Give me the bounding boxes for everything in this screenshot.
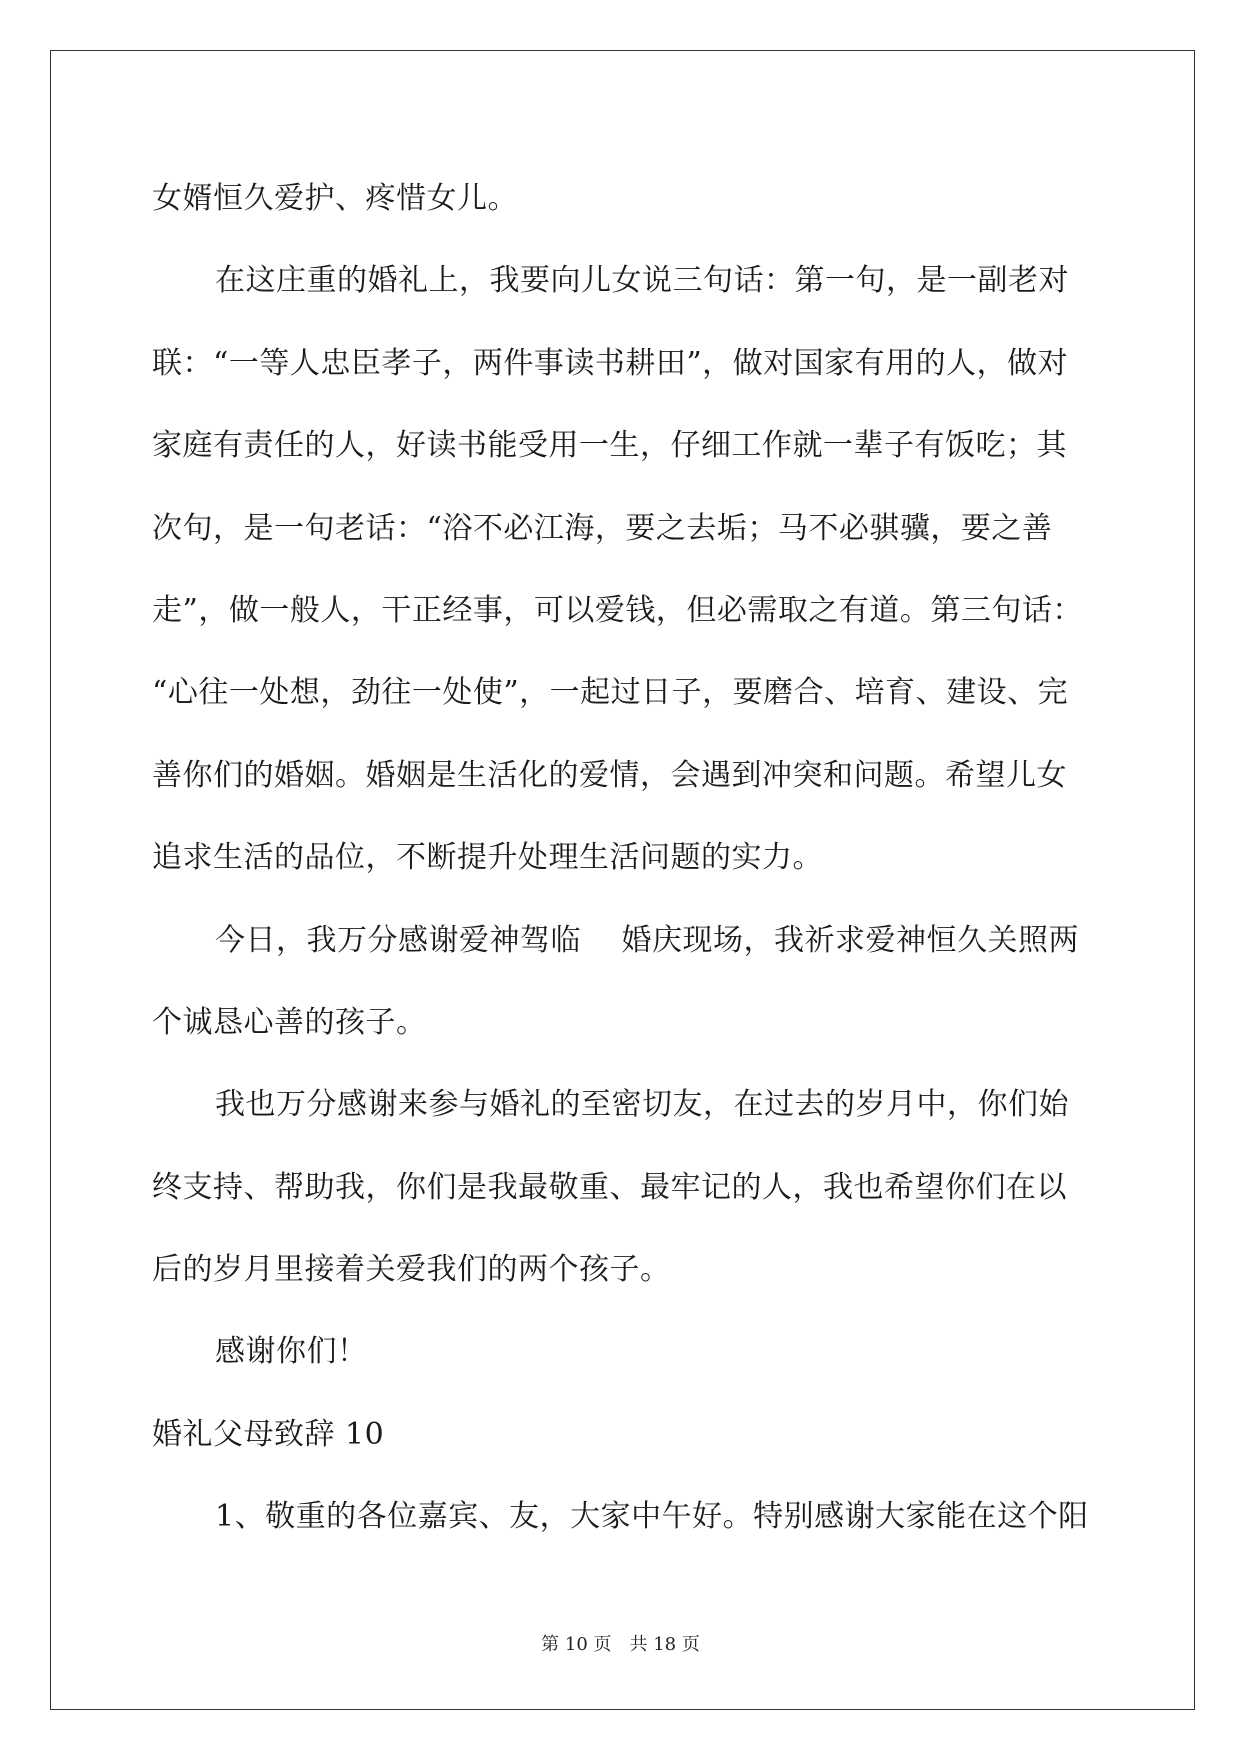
text-line: 感谢你们！ bbox=[215, 1334, 368, 1370]
page-footer bbox=[0, 1630, 1241, 1656]
text-line: “心往一处想，劲往一处使”，一起过日子，要磨合、培育、建设、完 bbox=[152, 675, 1069, 711]
text-line: 家庭有责任的人，好读书能受用一生，仔细工作就一辈子有饭吃；其 bbox=[152, 428, 1067, 464]
page-number: 第 10 页 bbox=[541, 1634, 612, 1655]
text-line: 次句，是一句老话：“浴不必江海，要之去垢；马不必骐骥，要之善 bbox=[152, 510, 1053, 546]
document-body bbox=[152, 158, 1092, 1559]
text-line: 终支持、帮助我，你们是我最敬重、最牢记的人，我也希望你们在以 bbox=[152, 1169, 1067, 1205]
text-line: 今日，我万分感谢爱神驾临 婚庆现场，我祈求爱神恒久关照两 bbox=[215, 922, 1080, 958]
text-line: 追求生活的品位，不断提升处理生活问题的实力。 bbox=[152, 840, 823, 876]
text-line: 走”，做一般人，干正经事，可以爱钱，但必需取之有道。第三句话： bbox=[152, 592, 1083, 628]
section-heading: 婚礼父母致辞 10 bbox=[152, 1416, 385, 1452]
text-line: 后的岁月里接着关爱我们的两个孩子。 bbox=[152, 1252, 671, 1288]
text-line: 个诚恳心善的孩子。 bbox=[152, 1004, 427, 1040]
page-total: 共 18 页 bbox=[629, 1634, 700, 1655]
text-line: 女婿恒久爱护、疼惜女儿。 bbox=[152, 181, 518, 216]
text-line: 联：“一等人忠臣孝子，两件事读书耕田”，做对国家有用的人，做对 bbox=[152, 345, 1069, 381]
text-line: 在这庄重的婚礼上，我要向儿女说三句话：第一句，是一副老对 bbox=[215, 263, 1069, 299]
text-line: 善你们的婚姻。婚姻是生活化的爱情，会遇到冲突和问题。希望儿女 bbox=[152, 757, 1067, 793]
text-line: 我也万分感谢来参与婚礼的至密切友，在过去的岁月中，你们始 bbox=[215, 1087, 1069, 1123]
text-line: 1、敬重的各位嘉宾、友，大家中午好。特别感谢大家能在这个阳 bbox=[215, 1499, 1089, 1535]
